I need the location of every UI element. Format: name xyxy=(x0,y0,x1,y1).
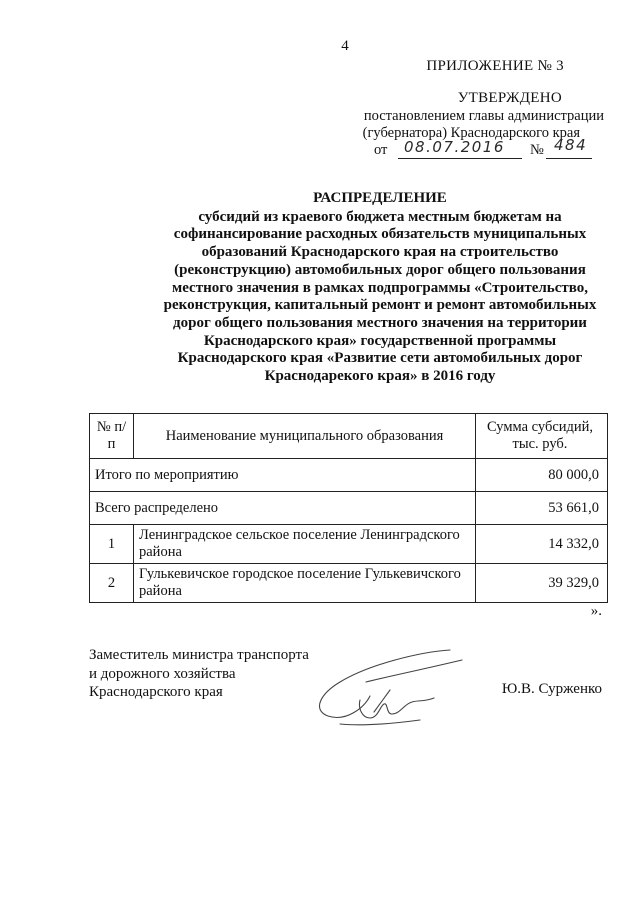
title-line: Краснодарекого края» в 2016 году xyxy=(264,368,496,385)
position-line-2: и дорожного хозяйства xyxy=(89,665,236,682)
header-municipality: Наименование муниципального образования xyxy=(134,414,476,459)
approval-line-2: (губернатора) Краснодарского края xyxy=(362,125,580,141)
appendix-label: ПРИЛОЖЕНИЕ № 3 xyxy=(426,58,564,74)
title-line: местного значения в рамках подпрограммы «Строительство, xyxy=(172,279,588,296)
total-event-sum: 80 000,0 xyxy=(476,459,608,492)
total-event-label: Итого по мероприятию xyxy=(90,459,476,492)
number-prefix: № xyxy=(530,142,544,158)
title-line: софинансирование расходных обязательств муниципальных xyxy=(173,226,587,243)
position-line-3: Краснодарского края xyxy=(89,684,223,701)
handwritten-number: 484 xyxy=(554,136,588,154)
table-row xyxy=(90,525,608,564)
table-row xyxy=(90,564,608,603)
total-distributed-label: Всего распределено xyxy=(90,492,476,525)
row-sum: 14 332,0 xyxy=(476,525,608,564)
signer-name: Ю.В. Сурженко xyxy=(501,681,602,697)
row-municipality: Ленинградское сельское поселение Ленинградского района xyxy=(134,525,476,564)
total-distributed-sum: 53 661,0 xyxy=(476,492,608,525)
distribution-table xyxy=(89,413,608,603)
document-title xyxy=(70,190,640,386)
title-line: образований Краснодарского края на строительство xyxy=(201,244,559,261)
title-heading: РАСПРЕДЕЛЕНИЕ xyxy=(313,190,447,206)
title-line: (реконструкцию) автомобильных дорог общего пользования xyxy=(174,261,586,278)
approval-date-line xyxy=(374,136,604,162)
handwritten-date: 08.07.2016 xyxy=(404,138,505,156)
title-line: дорог общего пользования местного значения на территории xyxy=(173,314,587,331)
approved-label: УТВЕРЖДЕНО xyxy=(457,90,562,106)
approval-line-1: постановлением главы администрации xyxy=(363,108,604,124)
title-line: субсидий из краевого бюджета местным бюджетам на xyxy=(198,208,562,225)
title-line: Краснодарского края» государственной программы xyxy=(203,332,557,349)
table-header-row xyxy=(90,414,608,459)
header-sum: Сумма субсидий, тыс. руб. xyxy=(476,414,608,459)
title-line: реконструкция, капитальный ремонт и ремонт автомобильных xyxy=(163,297,597,314)
total-distributed-row xyxy=(90,492,608,525)
handwritten-signature xyxy=(300,642,470,732)
row-sum: 39 329,0 xyxy=(476,564,608,603)
page-number: 4 xyxy=(341,38,349,54)
header-number: № п/п xyxy=(90,414,134,459)
total-event-row xyxy=(90,459,608,492)
row-municipality: Гулькевичское городское поселение Гулькевичского района xyxy=(134,564,476,603)
date-prefix: от xyxy=(374,142,388,158)
row-number: 1 xyxy=(90,525,134,564)
title-line: Краснодарского края «Развитие сети автомобильных дорог xyxy=(177,350,583,367)
row-number: 2 xyxy=(90,564,134,603)
signatory-position xyxy=(89,646,309,702)
position-line-1: Заместитель министра транспорта xyxy=(89,647,309,663)
closing-quote-mark: ». xyxy=(590,603,602,619)
